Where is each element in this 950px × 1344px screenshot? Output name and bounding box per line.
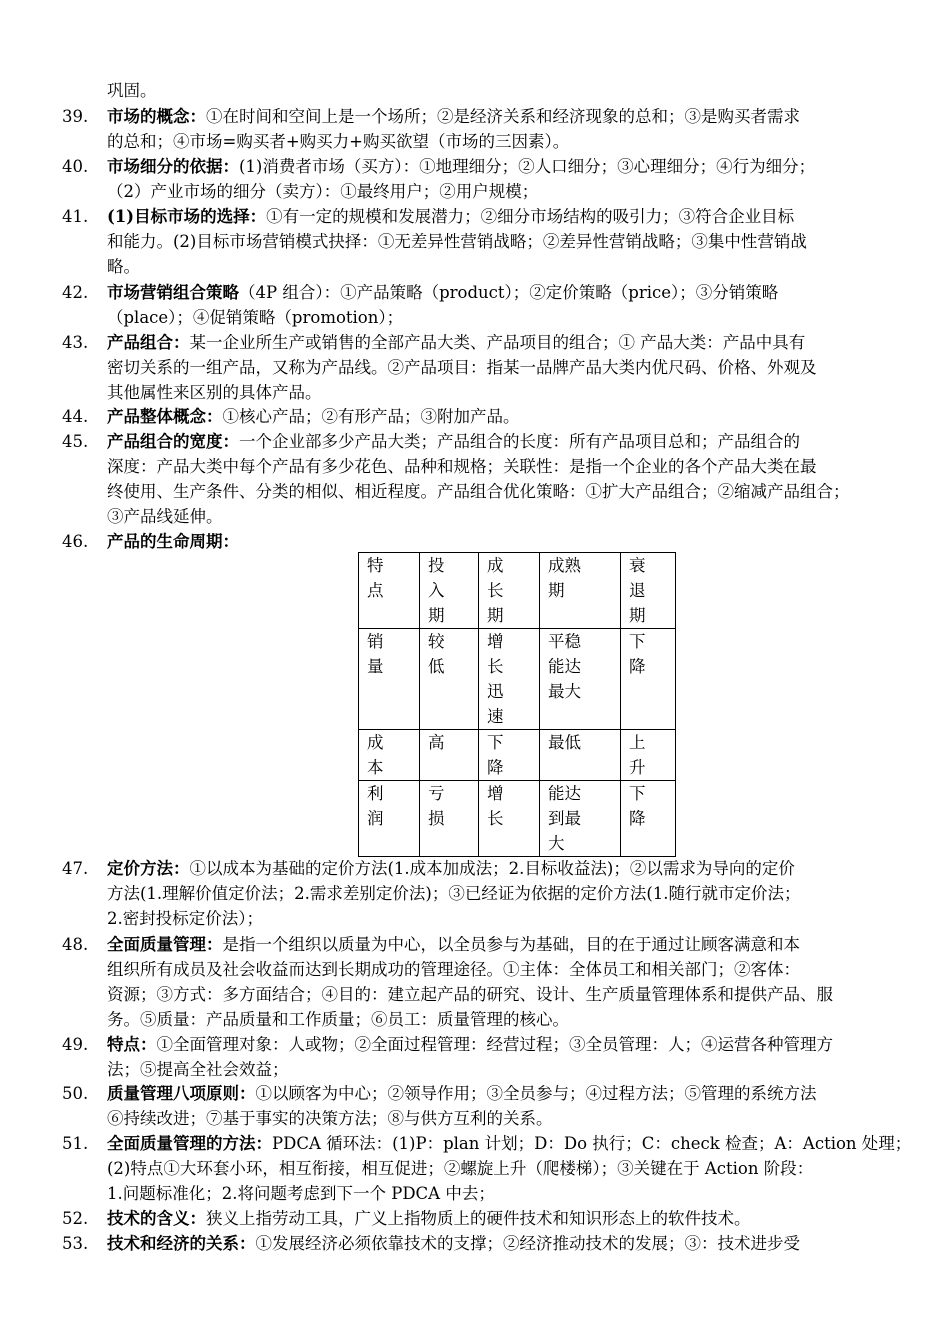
cell-text: 投 xyxy=(428,556,445,575)
item-text: 务。⑤质量：产品质量和工作质量；⑥员工：质量管理的核心。 xyxy=(107,1010,569,1029)
item-text: 组织所有成员及社会收益而达到长期成功的管理途径。①主体：全体员工和相关部门；②客体： xyxy=(107,960,800,979)
table-row xyxy=(359,629,676,730)
cell-text: 成 xyxy=(367,733,384,752)
list-item xyxy=(62,1206,907,1231)
item-text: ①有一定的规模和发展潜力；②细分市场结构的吸引力；③符合企业目标 xyxy=(266,207,795,226)
item-text: 略。 xyxy=(107,257,140,276)
list-item xyxy=(62,1131,912,1206)
cell-text: 长 xyxy=(487,657,504,676)
list-item xyxy=(62,204,907,279)
item-heading: 技术的含义： xyxy=(107,1209,206,1228)
item-text: 1.问题标准化；2.将问题考虑到下一个 PDCA 中去； xyxy=(107,1184,495,1203)
item-heading: 产品组合： xyxy=(107,333,190,352)
item-text: ③产品线延伸。 xyxy=(107,507,223,526)
item-number: 43. xyxy=(62,333,89,352)
table-cell xyxy=(621,730,676,781)
item-text: ①以成本为基础的定价方法(1.成本加成法；2.目标收益法)；②以需求为导向的定价 xyxy=(189,859,795,878)
item-text: ⑥持续改进；⑦基于事实的决策方法；⑧与供方互利的关系。 xyxy=(107,1109,553,1128)
item-text: ①全面管理对象：人或物；②全面过程管理：经营过程；③全员管理：人；④运营各种管理方 xyxy=(156,1035,833,1054)
cell-text: 润 xyxy=(367,809,384,828)
product-lifecycle-table xyxy=(358,552,676,857)
cell-text: 期 xyxy=(548,581,565,600)
cell-text: 下 xyxy=(487,733,504,752)
list-item xyxy=(62,1081,907,1131)
item-text: ①发展经济必须依靠技术的支撑；②经济推动技术的发展；③：技术进步受 xyxy=(255,1234,800,1253)
item-text: 深度：产品大类中每个产品有多少花色、品种和规格；关联性：是指一个企业的各个产品大类在最 xyxy=(107,457,817,476)
cell-text: 平稳 xyxy=(548,632,581,651)
cell-text: 高 xyxy=(428,733,445,752)
item-text: 和能力。(2)目标市场营销模式抉择：①无差异性营销战略；②差异性营销战略；③集中性营销战 xyxy=(107,232,807,251)
item-text: 是指一个组织以质量为中心，以全员参与为基础，目的在于通过让顾客满意和本 xyxy=(222,935,800,954)
cell-text: 长 xyxy=(487,581,504,600)
item-number: 48. xyxy=(62,935,89,954)
item-text: 其他属性来区别的具体产品。 xyxy=(107,383,322,402)
item-text: 终使用、生产条件、分类的相似、相近程度。产品组合优化策略：①扩大产品组合；②缩减产品组合； xyxy=(107,482,850,501)
item-number: 39. xyxy=(62,107,89,126)
table-cell xyxy=(621,781,676,857)
item-text: (2)特点①大环套小环，相互衔接，相互促进；②螺旋上升（爬楼梯）；③关键在于 Action 阶段： xyxy=(107,1159,814,1178)
cell-text: 成熟 xyxy=(548,556,581,575)
item-number: 50. xyxy=(62,1084,89,1103)
item-text: 2.密封投标定价法）； xyxy=(107,909,263,928)
item-heading: 市场细分的依据： xyxy=(107,157,239,176)
list-item xyxy=(62,1032,907,1082)
cell-text: 衰 xyxy=(629,556,646,575)
cell-text: 能达 xyxy=(548,784,581,803)
table-cell xyxy=(540,781,621,857)
cell-text: 期 xyxy=(428,606,445,625)
list-item xyxy=(62,154,907,204)
cell-text: 大 xyxy=(548,834,565,853)
cell-text: 期 xyxy=(487,606,504,625)
cell-text: 特 xyxy=(367,556,384,575)
item-heading: 产品的生命周期： xyxy=(107,532,239,551)
item-text: （place）；④促销策略（promotion）； xyxy=(107,308,404,327)
table-cell xyxy=(420,781,479,857)
item-text: ①以顾客为中心；②领导作用；③全员参与；④过程方法；⑤管理的系统方法 xyxy=(255,1084,817,1103)
cell-text: 降 xyxy=(487,758,504,777)
cell-text: 到最 xyxy=(548,809,581,828)
item-heading: 全面质量管理的方法： xyxy=(107,1134,272,1153)
list-item xyxy=(62,280,907,330)
item-text: 资源；③方式：多方面结合；④目的：建立起产品的研究、设计、生产质量管理体系和提供产品、服 xyxy=(107,985,833,1004)
cell-text: 较 xyxy=(428,632,445,651)
list-item xyxy=(62,104,907,154)
table-cell xyxy=(420,730,479,781)
cell-text: 增 xyxy=(487,632,504,651)
table-cell xyxy=(540,553,621,629)
table-cell xyxy=(359,553,420,629)
list-item xyxy=(62,429,907,529)
item-text: 某一企业所生产或销售的全部产品大类、产品项目的组合；① 产品大类：产品中具有 xyxy=(189,333,806,352)
item-number: 53. xyxy=(62,1234,89,1253)
lead-fragment: 巩固。 xyxy=(107,81,157,100)
item-heading: 定价方法： xyxy=(107,859,190,878)
cell-text: 亏 xyxy=(428,784,445,803)
item-number: 49. xyxy=(62,1035,89,1054)
item-number: 44. xyxy=(62,407,89,426)
item-text: PDCA 循环法：(1)P：plan 计划；D：Do 执行；C：check 检查；A：Action 处理； xyxy=(272,1134,912,1153)
list-item xyxy=(62,1231,907,1256)
cell-text: 降 xyxy=(629,657,646,676)
table-cell xyxy=(479,781,540,857)
item-number: 47. xyxy=(62,859,89,878)
cell-text: 入 xyxy=(428,581,445,600)
item-heading: 质量管理八项原则： xyxy=(107,1084,256,1103)
table-cell xyxy=(540,629,621,730)
item-heading: 全面质量管理： xyxy=(107,935,223,954)
item-text: （2）产业市场的细分（卖方）：①最终用户；②用户规模； xyxy=(107,182,539,201)
list-item xyxy=(62,529,907,554)
item-text: 的总和；④市场=购买者+购买力+购买欲望（市场的三因素）。 xyxy=(107,132,570,151)
table-cell xyxy=(420,629,479,730)
cell-text: 损 xyxy=(428,809,445,828)
item-number: 40. xyxy=(62,157,89,176)
item-heading: 产品整体概念： xyxy=(107,407,223,426)
list-item xyxy=(62,404,907,429)
cell-text: 长 xyxy=(487,809,504,828)
cell-text: 升 xyxy=(629,758,646,777)
cell-text: 最低 xyxy=(548,733,581,752)
table-cell xyxy=(621,553,676,629)
item-number: 42. xyxy=(62,283,89,302)
table-cell xyxy=(479,553,540,629)
cell-text: 增 xyxy=(487,784,504,803)
cell-text: 迅 xyxy=(487,682,504,701)
cell-text: 下 xyxy=(629,632,646,651)
item-text: 法；⑤提高全社会效益； xyxy=(107,1060,289,1079)
table-cell xyxy=(479,730,540,781)
cell-text: 利 xyxy=(367,784,384,803)
table-row xyxy=(359,730,676,781)
item-text: （4P 组合）：①产品策略（product）；②定价策略（price）；③分销策略 xyxy=(239,283,779,302)
cell-text: 能达 xyxy=(548,657,581,676)
item-heading: 市场的概念： xyxy=(107,107,206,126)
table-row xyxy=(359,553,676,629)
item-number: 45. xyxy=(62,432,89,451)
cell-text: 量 xyxy=(367,657,384,676)
cell-text: 成 xyxy=(487,556,504,575)
table-cell xyxy=(479,629,540,730)
table-cell xyxy=(420,553,479,629)
item-text: ①核心产品；②有形产品；③附加产品。 xyxy=(222,407,520,426)
list-item xyxy=(62,932,907,1032)
list-item xyxy=(62,856,907,931)
item-number: 51. xyxy=(62,1134,89,1153)
item-text: 方法(1.理解价值定价法；2.需求差别定价法)；③已经证为依据的定价方法(1.随行就市定价法； xyxy=(107,884,801,903)
item-text: 狭义上指劳动工具，广义上指物质上的硬件技术和知识形态上的软件技术。 xyxy=(206,1209,751,1228)
item-heading: 特点： xyxy=(107,1035,157,1054)
cell-text: 最大 xyxy=(548,682,581,701)
table-row xyxy=(359,781,676,857)
cell-text: 本 xyxy=(367,758,384,777)
cell-text: 上 xyxy=(629,733,646,752)
cell-text: 点 xyxy=(367,581,384,600)
item-heading: 技术和经济的关系： xyxy=(107,1234,256,1253)
item-heading: 产品组合的宽度： xyxy=(107,432,239,451)
item-text: 密切关系的一组产品，又称为产品线。②产品项目：指某一品牌产品大类内优尺码、价格、外观及 xyxy=(107,358,817,377)
cell-text: 速 xyxy=(487,707,504,726)
item-heading: (1)目标市场的选择： xyxy=(107,207,267,226)
cell-text: 降 xyxy=(629,809,646,828)
cell-text: 退 xyxy=(629,581,646,600)
table-cell xyxy=(621,629,676,730)
cell-text: 期 xyxy=(629,606,646,625)
table-cell xyxy=(359,629,420,730)
table-cell xyxy=(359,730,420,781)
table-cell xyxy=(359,781,420,857)
list-item xyxy=(62,330,907,405)
item-text: ①在时间和空间上是一个场所；②是经济关系和经济现象的总和；③是购买者需求 xyxy=(206,107,800,126)
item-heading: 市场营销组合策略 xyxy=(107,283,239,302)
item-text: 一个企业部多少产品大类；产品组合的长度：所有产品项目总和；产品组合的 xyxy=(239,432,800,451)
cell-text: 销 xyxy=(367,632,384,651)
cell-text: 下 xyxy=(629,784,646,803)
item-text: (1)消费者市场（买方）：①地理细分；②人口细分；③心理细分；④行为细分； xyxy=(239,157,816,176)
item-number: 46. xyxy=(62,532,89,551)
table-cell xyxy=(540,730,621,781)
item-number: 52. xyxy=(62,1209,89,1228)
item-number: 41. xyxy=(62,207,89,226)
cell-text: 低 xyxy=(428,657,445,676)
